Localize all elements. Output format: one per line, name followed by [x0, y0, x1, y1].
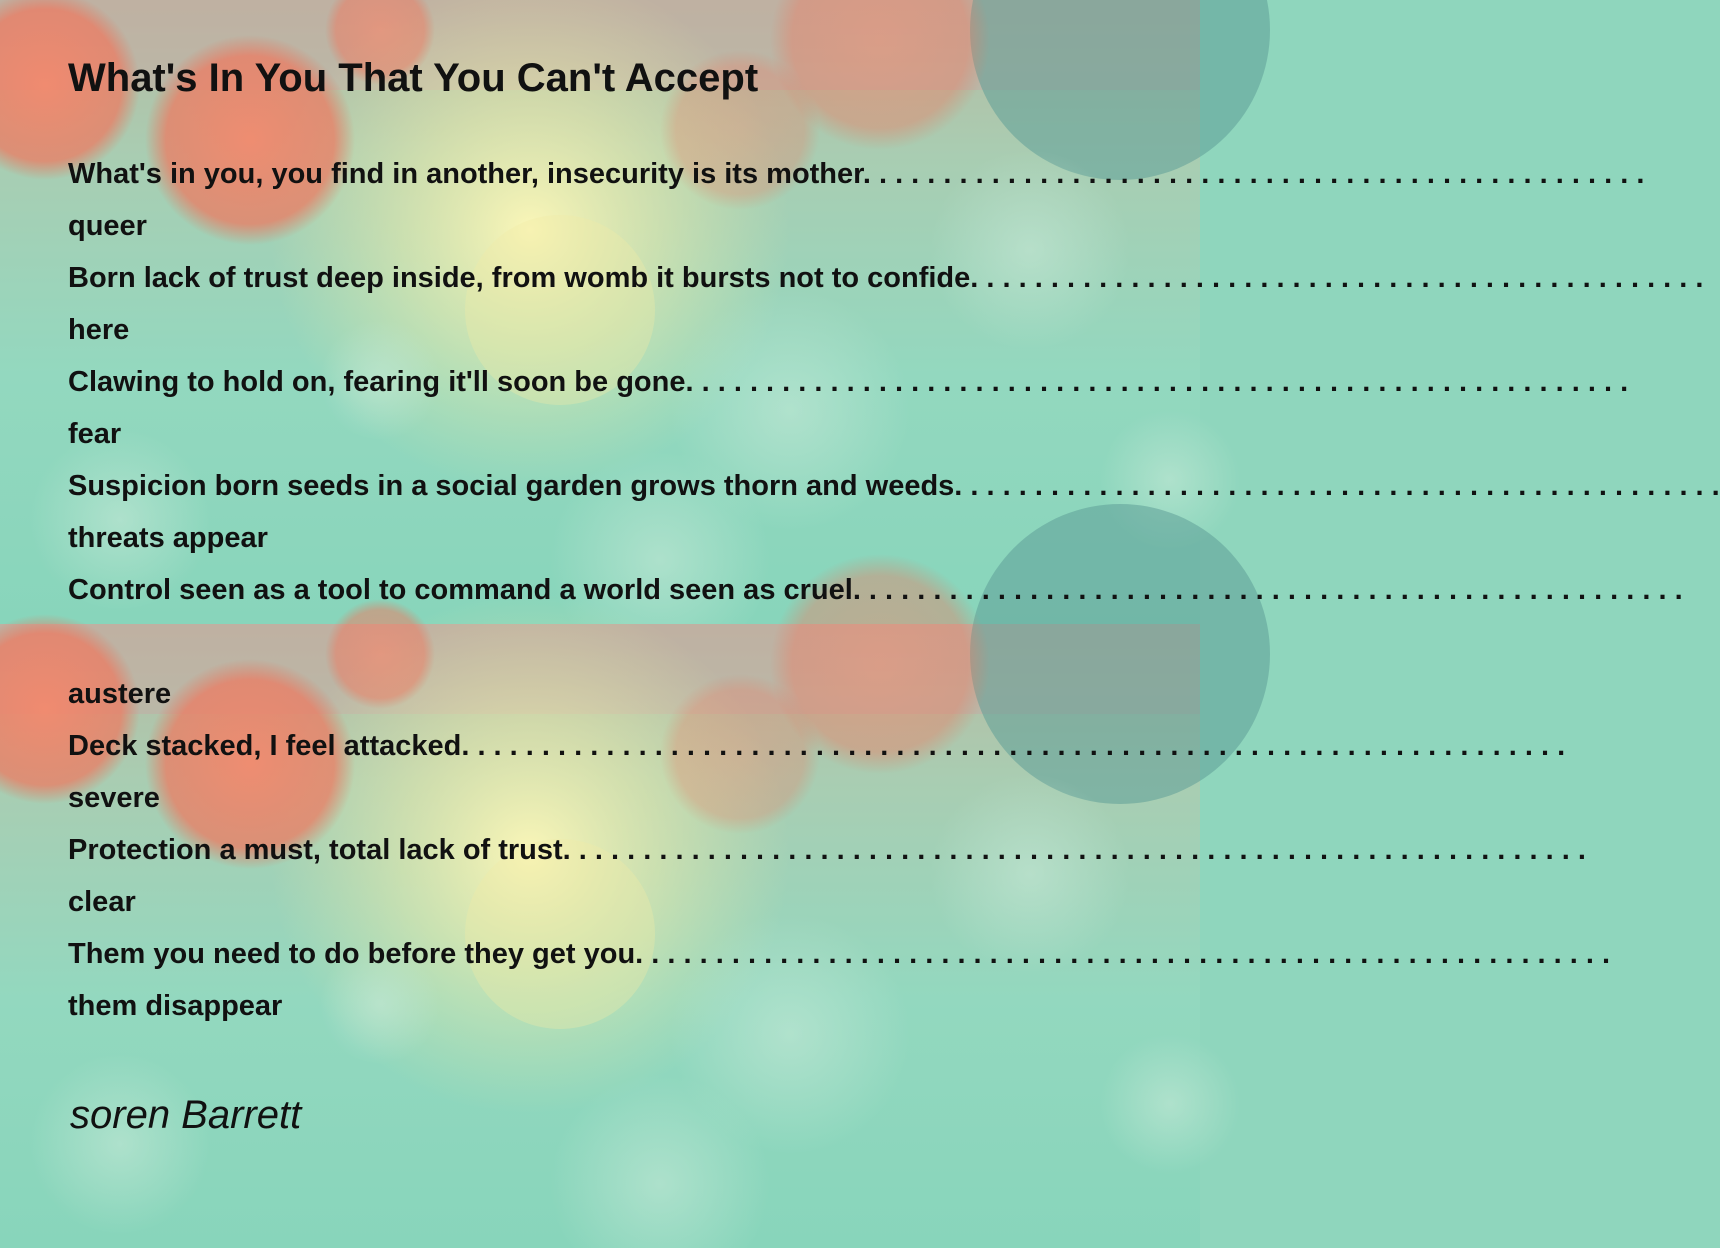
- poem-line: severe: [68, 782, 160, 814]
- poem-line: threats appear: [68, 522, 268, 554]
- poem-line: clear: [68, 886, 136, 918]
- poem-line: them disappear: [68, 990, 283, 1022]
- poem-line: What's in you, you find in another, insecurity is its mother. . . . . . . . . . . . . . . . . . . . . . . . . . . . . . . . . . . . . . . . . . . . . . . . .: [68, 158, 1645, 190]
- poem-line: Deck stacked, I feel attacked. . . . . . . . . . . . . . . . . . . . . . . . . . . . . . . . . . . . . . . . . . . . . . . . . . . . . . . . . . . . . . . . . . . . .: [68, 730, 1566, 762]
- poem-line: Them you need to do before they get you. . . . . . . . . . . . . . . . . . . . . . . . . . . . . . . . . . . . . . . . . . . . . . . . . . . . . . . . . . . . .: [68, 938, 1611, 970]
- poem-title: What's In You That You Can't Accept: [68, 56, 759, 100]
- poem-line: Suspicion born seeds in a social garden grows thorn and weeds. . . . . . . . . . . . . . . . . . . . . . . . . . . . . . . . . . . . . . . . . . . . . . . .: [68, 470, 1720, 502]
- poem-line: Control seen as a tool to command a world seen as cruel. . . . . . . . . . . . . . . . . . . . . . . . . . . . . . . . . . . . . . . . . . . . . . . . . . . .: [68, 574, 1683, 606]
- poem-line: Clawing to hold on, fearing it'll soon be gone. . . . . . . . . . . . . . . . . . . . . . . . . . . . . . . . . . . . . . . . . . . . . . . . . . . . . . . . . . .: [68, 366, 1629, 398]
- poem-author: soren Barrett: [70, 1093, 302, 1137]
- poem-line: Protection a must, total lack of trust. . . . . . . . . . . . . . . . . . . . . . . . . . . . . . . . . . . . . . . . . . . . . . . . . . . . . . . . . . . . . . . .: [68, 834, 1586, 866]
- poem-line: Born lack of trust deep inside, from womb it bursts not to confide. . . . . . . . . . . . . . . . . . . . . . . . . . . . . . . . . . . . . . . . . . . . . .: [68, 262, 1704, 294]
- poem-line: fear: [68, 418, 122, 450]
- poem-line: here: [68, 314, 130, 346]
- poem-line: queer: [68, 210, 147, 242]
- poem-line: austere: [68, 678, 172, 710]
